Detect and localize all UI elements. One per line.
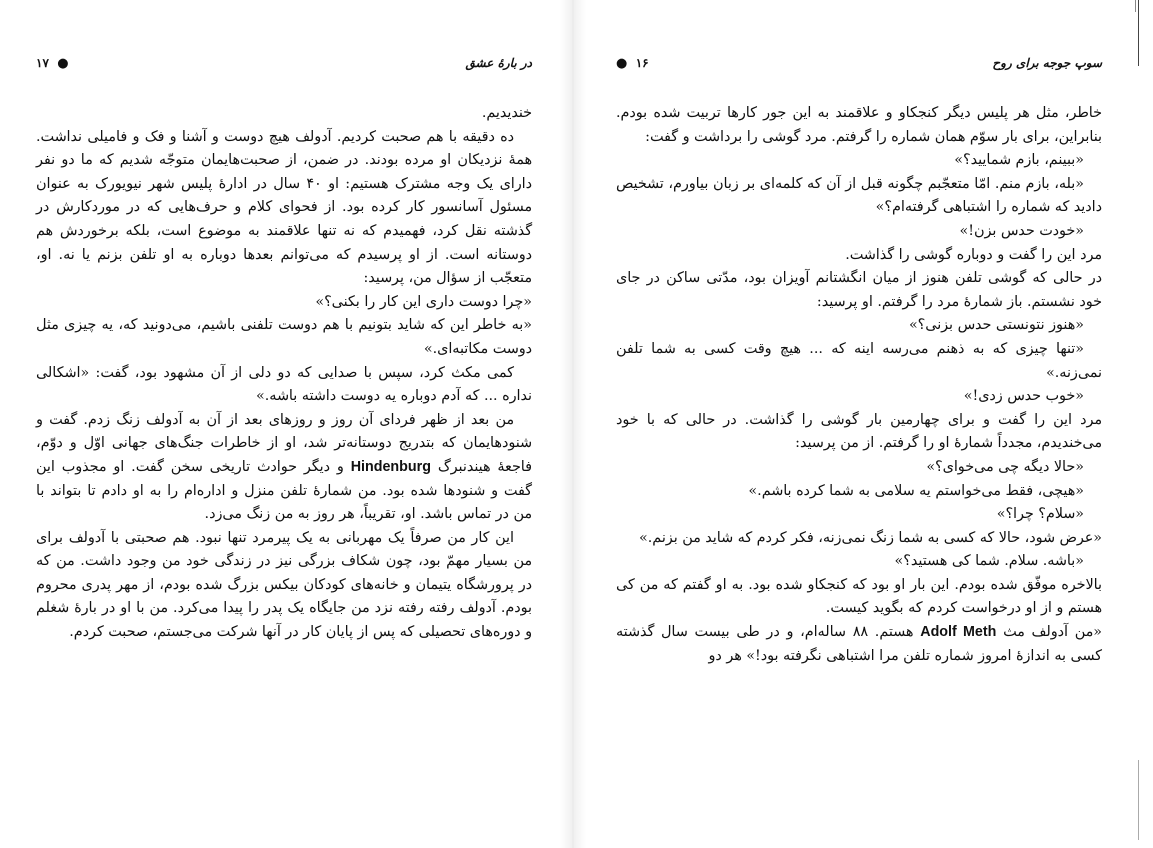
paragraph: «باشه. سلام. شما کی هستید؟» xyxy=(894,553,1084,570)
left-body-text xyxy=(36,102,532,842)
paragraph: «به خاطر این که شاید بتونیم با هم دوست تلفنی باشیم، می‌دونید که، یه چیزی مثل دوست مکاتبه‌ای.» xyxy=(36,317,532,357)
paragraph: این کار من صرفاً یک مهربانی به یک پیرمرد تنها نبود. هم صحبتی با آدولف برای من بسیار مهمّ بود، چون شکاف بزرگی نیز در زندگی خود من وجود داشت. من که در پرورشگاه یتیمان و خانه‌های کودکان بیکس بزرگ شده بودم، از مهر پدری محروم بودم. آدولف رفته رفته نزد من جایگاه یک پدر را پیدا می‌کرد. من با او در بارهٔ شغلم و دوره‌های تحصیلی که پس از پایان کار در آنها شرکت می‌جستم، صحبت کردم. xyxy=(36,529,532,641)
paragraph xyxy=(36,409,532,527)
page-number-value: ۱۶ xyxy=(635,56,649,70)
paragraph: «هنوز نتونستی حدس بزنی؟» xyxy=(908,317,1084,334)
paragraph: بالاخره موفّق شده بودم. این بار او بود که کنجکاو شده بود. به او گفتم که من کی هستم و از او درخواست کردم که بگوید کیست. xyxy=(616,576,1102,617)
paragraph: «حالا دیگه چی می‌خوای؟» xyxy=(926,458,1084,475)
paragraph xyxy=(616,621,1102,668)
paragraph: مرد این را گفت و دوباره گوشی را گذاشت. xyxy=(845,246,1102,263)
paragraph: «ببینم، بازم شمایید؟» xyxy=(954,152,1084,169)
right-page xyxy=(586,0,1142,848)
paragraph: «تنها چیزی که به ذهنم می‌رسه اینه که ... هیچ وقت کسی به شما تلفن نمی‌زنه.» xyxy=(616,340,1102,381)
page-number xyxy=(616,56,649,71)
latin-term: Adolf Meth xyxy=(920,624,997,641)
page-number xyxy=(36,56,69,71)
paragraph-part: «من آدولف مث xyxy=(1003,624,1103,641)
book-gutter xyxy=(560,0,586,848)
paragraph: مرد این را گفت و برای چهارمین بار گوشی را گذاشت. در حالی که با خود می‌خندیدم، مجدداً شمارهٔ او را گرفتم. از من پرسید: xyxy=(616,411,1102,452)
paragraph: «چرا دوست داری این کار را بکنی؟» xyxy=(315,293,532,310)
page-edge-mark xyxy=(1135,0,1136,12)
left-page xyxy=(0,0,560,848)
bullet-icon: ● xyxy=(616,56,628,71)
paragraph: «خوب حدس زدی!» xyxy=(963,388,1084,405)
page-edge-mark xyxy=(1138,760,1139,840)
page-number-value: ۱۷ xyxy=(36,56,49,70)
paragraph: ده دقیقه با هم صحبت کردیم. آدولف هیچ دوست و آشنا و فک و فامیلی نداشت. همهٔ نزدیکان او مرده بودند. در ضمن، از صحبت‌هایمان متوجّه شدیم که ما دو نفر دارای یک وجه مشترک هستیم: او ۴۰ سال در ادارهٔ پلیس شهر نیویورک به عنوان مسئول آسانسور کار کرده بود. از فحوای کلام و حرف‌هایی که در موردکارش در گذشته نقل کرد، فهمیدم که نه تنها علاقمند به موضوع است، بلکه برخوردش هم دوستانه است. از او پرسیدم که می‌توانم بعدها دوباره به او تلفن بزنم یا نه. او، متعجّب از سؤال من، پرسید: xyxy=(36,128,532,287)
bullet-icon: ● xyxy=(57,56,69,71)
paragraph: در حالی که گوشی تلفن هنوز از میان انگشتانم آویزان بود، مدّتی ساکن در جای خود نشستم. باز شمارهٔ مرد را گرفتم. او پرسید: xyxy=(616,270,1102,310)
left-running-head xyxy=(36,56,532,74)
paragraph-part: و دیگر حوادث تاریخی سخن گفت. او مجذوب این گفت و شنودها شده بود. من شمارهٔ تلفن منزل و اداره‌ام را به او دادم تا بتواند با من در تماس باشد. او، تقریباً، هر روز به من زنگ می‌زد. xyxy=(36,458,532,523)
latin-term: Hindenburg xyxy=(350,458,431,475)
paragraph: خاطر، مثل هر پلیس دیگر کنجکاو و علاقمند به این جور کارها تربیت شده بودم. بنابراین، برای بار سوّم همان شماره را گرفتم. مرد گوشی را برداشت و گفت: xyxy=(616,105,1102,145)
paragraph: «سلام؟ چرا؟» xyxy=(996,506,1084,523)
paragraph: «بله، بازم منم. امّا متعجّبم چگونه قبل از آن که کلمه‌ای بر زبان بیاورم، تشخیص دادید که شماره را اشتباهی گرفته‌ام؟» xyxy=(616,175,1102,216)
running-title: در بارهٔ عشق xyxy=(465,56,532,70)
right-body-text xyxy=(616,102,1102,842)
paragraph: «خودت حدس بزن!» xyxy=(959,222,1084,239)
paragraph-part: من بعد از ظهر فردای آن روز و روزهای بعد از آن به آدولف زنگ زدم. گفت و شنودهایمان که بتدریج دوستانه‌تر شد، او از خاطرات جنگ‌های جهانی اوّل و دوّم، فاجعهٔ هیندنبرگ xyxy=(36,411,532,475)
paragraph-part: هستم. ۸۸ ساله‌ام، و در طی بیست سال گذشته کسی به اندازهٔ امروز شماره تلفن مرا اشتباهی نگرفته بود!» هر دو xyxy=(616,624,1102,664)
paragraph: «عرض شود، حالا که کسی به شما زنگ نمی‌زنه، فکر کردم که شاید من بزنم.» xyxy=(639,529,1102,546)
right-running-head xyxy=(616,56,1102,74)
running-title: سوپ جوجه برای روح xyxy=(992,56,1102,70)
paragraph: خندیدیم. xyxy=(481,105,532,121)
page-edge-mark xyxy=(1138,0,1139,66)
paragraph: کمی مکث کرد، سپس با صدایی که دو دلی از آن مشهود بود، گفت: «اشکالی نداره ... که آدم دوباره یه دوست داشته باشه.» xyxy=(36,364,532,405)
paragraph: «هیچی، فقط می‌خواستم یه سلامی به شما کرده باشم.» xyxy=(748,482,1084,499)
